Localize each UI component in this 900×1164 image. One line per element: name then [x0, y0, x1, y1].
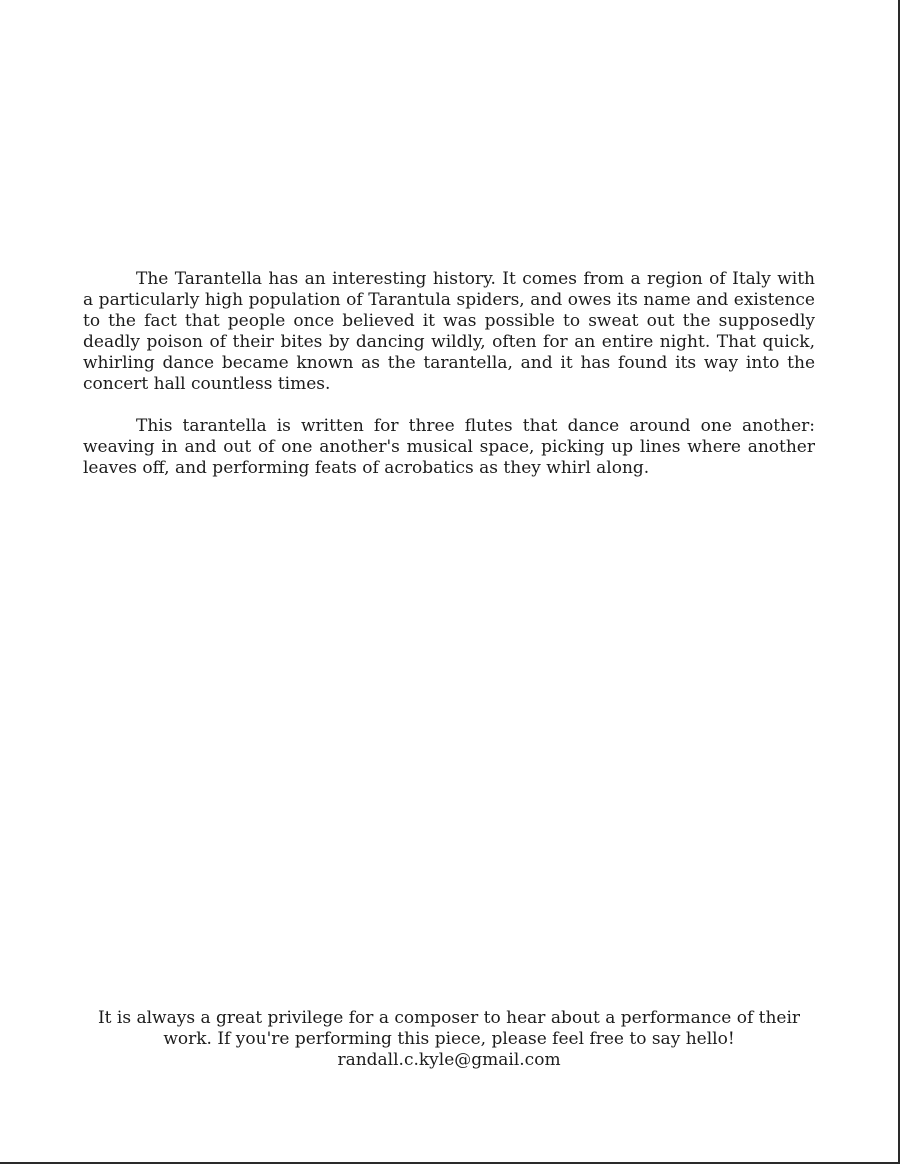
history-paragraph: The Tarantella has an interesting history. It comes from a region of Italy with a particularly high population of Tarantula spiders, and owes its name and existence to the fact that people once believed it was possible to sweat out the supposedly deadly poison of their bites by dancing wildly, often for an entire night. That quick, whirling dance became known as the tarantella, and it has found its way into the concert hall countless times. — [83, 269, 815, 394]
contact-email-link[interactable]: randall.c.kyle@gmail.com — [337, 1050, 561, 1070]
contact-note-line-2: work. If you're performing this piece, please feel free to say hello! — [163, 1029, 735, 1049]
instrumentation-paragraph: This tarantella is written for three flutes that dance around one another: weaving in and out of one another's musical space, picking up lines where another leaves off, and performing feats of acrobatics as they whirl along. — [83, 416, 815, 478]
program-notes — [83, 269, 815, 479]
contact-note — [83, 1008, 815, 1071]
contact-email-line — [83, 1050, 815, 1071]
contact-note-line-1: It is always a great privilege for a composer to hear about a performance of their — [97, 1008, 801, 1028]
